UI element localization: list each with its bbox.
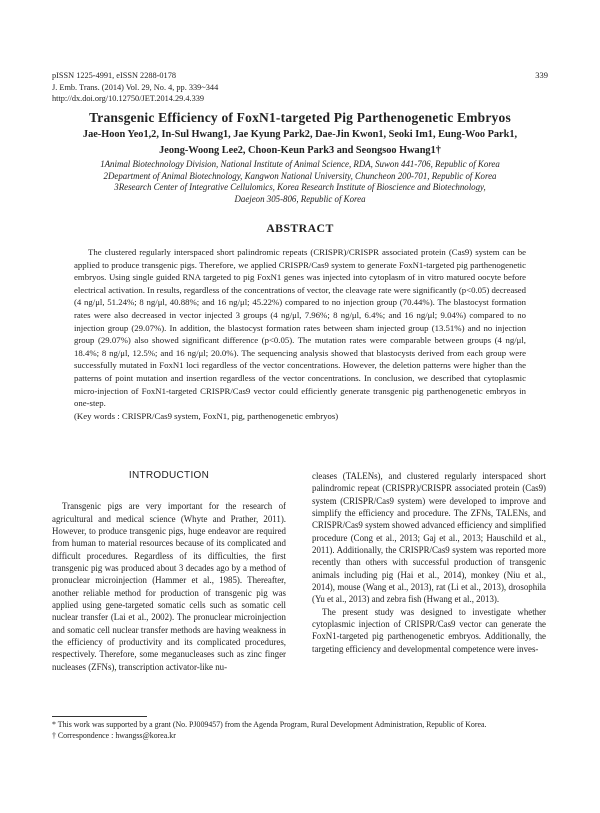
journal-citation: J. Emb. Trans. (2014) Vol. 29, No. 4, pp. 339~344 — [52, 82, 219, 92]
abstract-heading: ABSTRACT — [266, 221, 334, 235]
funding-footnote: * This work was supported by a grant (No. PJ009457) from the Agenda Program, Rural Development Administration, Republic of Korea. — [52, 720, 487, 729]
paper-title: Transgenic Efficiency of FoxN1-targeted Pig Parthenogenetic Embryos — [89, 110, 511, 125]
affiliation-1: 1Animal Biotechnology Division, National Institute of Animal Science, RDA, Suwon 441-706, Republic of Korea — [100, 159, 500, 169]
intro-paragraph-1: Transgenic pigs are very important for the research of agricultural and medical science (Whyte and Prather, 2011). However, to produce transgenic pigs, huge endeavor are required from human to material resources because of its complicated and difficult procedures. Regardless of its difficulties, the first transgenic pig was produced about 3 decades ago by a method of pronuclear microinjection (Hammer et al., 1985). Thereafter, another reliable method for production of transgenic pig was applied using gene-targeted somatic cells such as somatic cell nuclear transfer (Lai et al., 2002). The pronuclear microinjection and somatic cell nuclear transfer methods are having weakness in the efficiency of productivity and its complicated procedures, respectively. Therefore, some meganucleases such as zinc finger nucleases (ZFNs), transcription activator-like nu- — [52, 501, 286, 672]
abstract-section — [74, 246, 526, 422]
affiliation-3-cont: Daejeon 305-806, Republic of Korea — [234, 193, 366, 204]
authors-line-2: Jeong-Woong Lee2, Choon-Keun Park3 and Seongsoo Hwang1† — [159, 145, 441, 156]
page-number: 339 — [535, 70, 548, 80]
affiliation-3: 3Research Center of Integrative Cellulomics, Korea Research Institute of Bioscience and Biotechnology, — [114, 182, 486, 193]
right-column — [312, 470, 546, 655]
footnote-rule — [52, 716, 147, 717]
author-list — [60, 127, 540, 159]
intro-paragraph-1-cont: cleases (TALENs), and clustered regularly interspaced short palindromic repeat (CRISPR)/CRISPR associated protein (Cas9) system (CRISPR/Cas9 system) were developed to improve and simplify the efficiency and procedure. The ZFNs, TALENs, and CRISPR/Cas9 system showed advanced efficiency and simplified procedure (Cong et al., 2013; Gaj et al., 2013; Hauschild et al., 2011). Additionally, the CRISPR/Cas9 system was reported more recently than others with successful production of transgenic animals including pig (Hai et al., 2014), monkey (Niu et al., 2014), mouse (Wang et al., 2013), rat (Li et al., 2013), drosophila (Yu et al., 2013) and zebra fish (Hwang et al., 2013). — [312, 471, 546, 605]
introduction-heading: INTRODUCTION — [128, 470, 210, 481]
left-column — [52, 470, 286, 673]
correspondence-footnote: † Correspondence : hwangss@korea.kr — [52, 731, 176, 740]
doi-link[interactable]: http://dx.doi.org/10.12750/JET.2014.29.4.339 — [52, 94, 205, 103]
keywords: (Key words : CRISPR/Cas9 system, FoxN1, pig, parthenogenetic embryos) — [74, 410, 339, 421]
journal-header — [52, 70, 218, 105]
abstract-text: The clustered regularly interspaced short palindromic repeats (CRISPR)/CRISPR associated protein (Cas9) system can be applied to produce transgenic pigs. Therefore, we applied CRISPR/Cas9 system to generate FoxN1-targeted pig parthenogenetic embryos. Using single guided RNA targeted to pig FoxN1 genes was injected into cytoplasm of in vitro matured oocyte before electrical activation. In results, regardless of the concentrations of vector, the cleavage rate were significantly (p<0.05) decreased (4 ng/μl, 51.24%; 8 ng/μl, 40.88%; and 16 ng/μl; 45.22%) compared to no injection group (70.44%). The blastocyst formation rates were also decreased in vector injected 3 groups (4 ng/μl, 7.96%; 8 ng/μl, 6.4%; and 16 ng/μl; 9.04%) compared to no injection group (29.07%). In addition, the blastocyst formation rates between sham injected group (13.51%) and no injection group (29.07%) also showed significant difference (p<0.05). The mutation rates were comparable between groups (4 ng/μl, 18.4%; 8 ng/μl, 12.5%; and 16 ng/μl; 20.0%). The sequencing analysis showed that blastocysts derived from each group were successfully mutated in FoxN1 loci regardless of the vector concentrations. However, the deletion patterns were higher than the patterns of point mutation and insertion regardless of the vector concentrations. In conclusion, we described that cytoplasmic micro-injection of FoxN1-targeted CRISPR/Cas9 vector could efficiently generate transgenic pig parthenogenetic embryos in one-step. — [74, 247, 526, 409]
authors-line-1: Jae-Hoon Yeo1,2, In-Sul Hwang1, Jae Kyung Park2, Dae-Jin Kwon1, Seoki Im1, Eung-Woo Park1, — [82, 129, 518, 140]
issn-line: pISSN 1225-4991, eISSN 2288-0178 — [52, 71, 176, 80]
affiliation-2: 2Department of Animal Biotechnology, Kangwon National University, Chuncheon 200-701, Republic of Korea — [103, 170, 497, 181]
affiliations — [50, 159, 550, 205]
intro-paragraph-2: The present study was designed to investigate whether cytoplasmic injection of CRISPR/Cas9 vector can generate the FoxN1-targeted pig parthenogenetic embryos. Additionally, the targeting efficiency and developmental competence were inves- — [312, 606, 546, 654]
